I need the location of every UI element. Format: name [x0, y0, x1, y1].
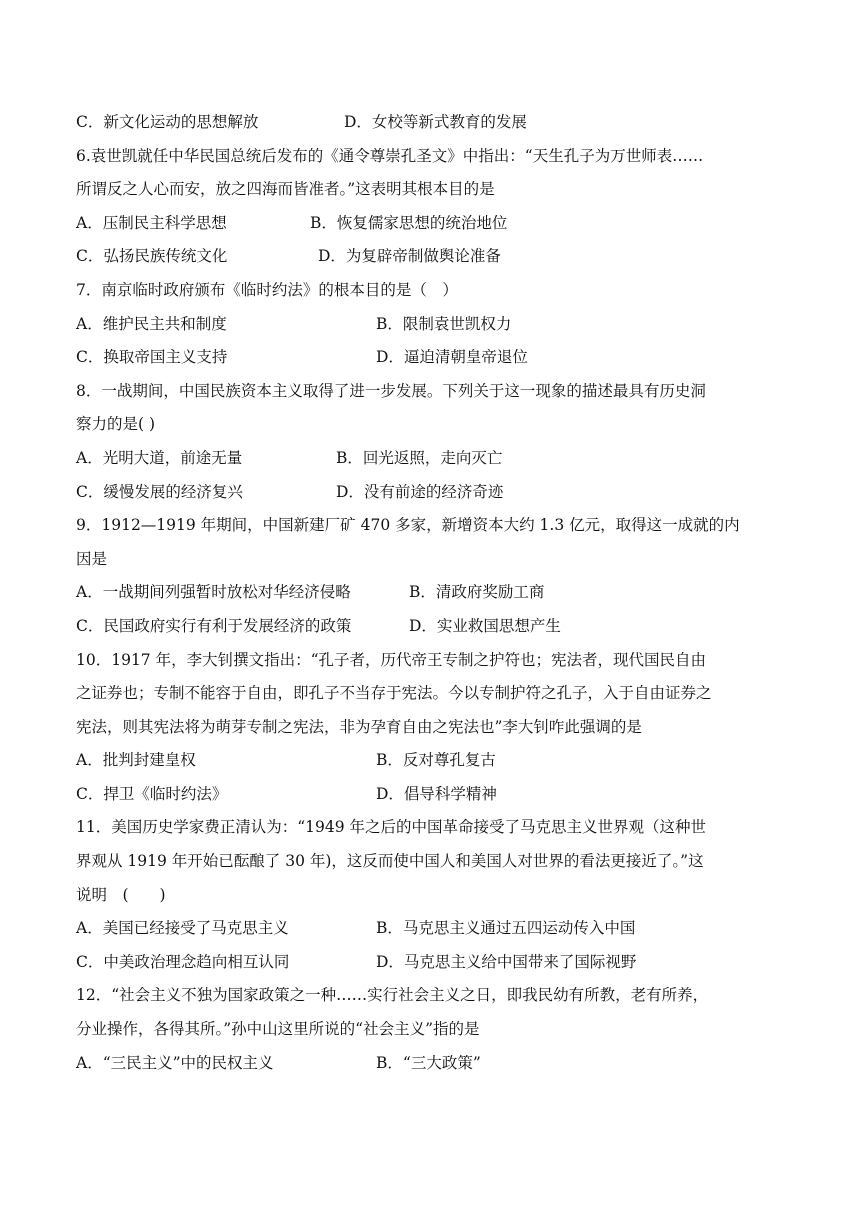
question-text-line: 界观从 1919 年开始已酝酿了 30 年)，这反而使中国人和美国人对世界的看法更接近了。”这 — [76, 852, 704, 871]
option-left: C．换取帝国主义支持 — [76, 348, 228, 367]
option-left: A．压制民主科学思想 — [76, 213, 227, 232]
option-right: D．没有前途的经济奇迹 — [336, 482, 504, 501]
question-text-line: 因是 — [76, 549, 108, 568]
question-text-line: 9．1912—1919 年期间，中国新建厂矿 470 多家，新增资本大约 1.3 亿元，取得这一成就的内 — [76, 516, 740, 535]
option-left: C．民国政府实行有利于发展经济的政策 — [76, 616, 352, 635]
option-left: A．“三民主义”中的民权主义 — [76, 1053, 274, 1072]
option-row — [76, 341, 788, 375]
question-text-line: 7．南京临时政府颁布《临时约法》的根本目的是（ ） — [76, 280, 458, 299]
option-row — [76, 106, 788, 140]
question-text-line: 12．“社会主义不独为国家政策之一种……实行社会主义之日，即我民幼有所教，老有所养， — [76, 986, 709, 1005]
option-row — [76, 778, 788, 812]
option-left: C．捍卫《临时约法》 — [76, 784, 228, 803]
option-row — [76, 912, 788, 946]
option-row — [76, 1047, 788, 1081]
option-right: D．为复辟帝制做舆论准备 — [318, 247, 501, 266]
question-text-line: 宪法，则其宪法将为萌芽专制之宪法，非为孕育自由之宪法也”李大钊咋此强调的是 — [76, 717, 642, 736]
option-row — [76, 308, 788, 342]
question-text-line: 11．美国历史学家费正清认为：“1949 年之后的中国革命接受了马克思主义世界观（这种世 — [76, 818, 707, 837]
option-left: C．新文化运动的思想解放 — [76, 113, 259, 131]
option-left: A．一战期间列强暂时放松对华经济侵略 — [76, 583, 351, 602]
exam-page — [76, 106, 788, 1080]
question-text-line: 8．一战期间，中国民族资本主义取得了进一步发展。下列关于这一现象的描述最具有历史洞 — [76, 381, 706, 400]
option-right: D．马克思主义给中国带来了国际视野 — [376, 952, 637, 971]
option-row — [76, 442, 788, 476]
question-text-line: 察力的是( ) — [76, 415, 156, 434]
option-left: A．光明大道，前途无量 — [76, 448, 243, 467]
option-right: B．清政府奖励工商 — [409, 583, 545, 602]
option-right: D．女校等新式教育的发展 — [344, 113, 527, 131]
option-right: B．马克思主义通过五四运动传入中国 — [376, 919, 636, 938]
question-text-line: 之证券也；专制不能容于自由，即孔子不当存于宪法。今以专制护符之孔子，入于自由证券之 — [76, 684, 712, 703]
option-row — [76, 476, 788, 510]
option-left: A．美国已经接受了马克思主义 — [76, 919, 289, 938]
option-right: B．恢复儒家思想的统治地位 — [310, 213, 508, 232]
option-right: D．倡导科学精神 — [376, 784, 497, 803]
option-row — [76, 207, 788, 241]
option-right: B．限制袁世凯权力 — [376, 314, 512, 333]
option-row — [76, 240, 788, 274]
question-text-line: 6.袁世凯就任中华民国总统后发布的《通令尊崇孔圣文》中指出：“天生孔子为万世师表…… — [76, 146, 704, 165]
question-text-line: 所谓反之人心而安，放之四海而皆准者。”这表明其根本目的是 — [76, 180, 495, 199]
option-left: C．弘扬民族传统文化 — [76, 247, 228, 266]
option-right: D．实业救国思想产生 — [409, 616, 561, 635]
option-row — [76, 744, 788, 778]
option-left: C．中美政治理念趋向相互认同 — [76, 952, 290, 971]
option-row — [76, 946, 788, 980]
question-text-line: 分业操作，各得其所。”孙中山这里所说的“社会主义”指的是 — [76, 1020, 480, 1039]
option-left: A．维护民主共和制度 — [76, 314, 227, 333]
option-row — [76, 576, 788, 610]
option-right: B．回光返照，走向灭亡 — [336, 448, 503, 467]
question-text-line: 说明 ( ) — [76, 885, 166, 904]
option-left: A．批判封建皇权 — [76, 751, 196, 770]
option-row — [76, 610, 788, 644]
option-right: D．逼迫清朝皇帝退位 — [376, 348, 528, 367]
option-left: C．缓慢发展的经济复兴 — [76, 482, 243, 501]
option-right: B．反对尊孔复古 — [376, 751, 496, 770]
option-right: B．“三大政策” — [376, 1053, 481, 1072]
question-text-line: 10．1917 年，李大钊撰文指出：“孔子者，历代帝王专制之护符也；宪法者，现代国民自由 — [76, 650, 707, 669]
